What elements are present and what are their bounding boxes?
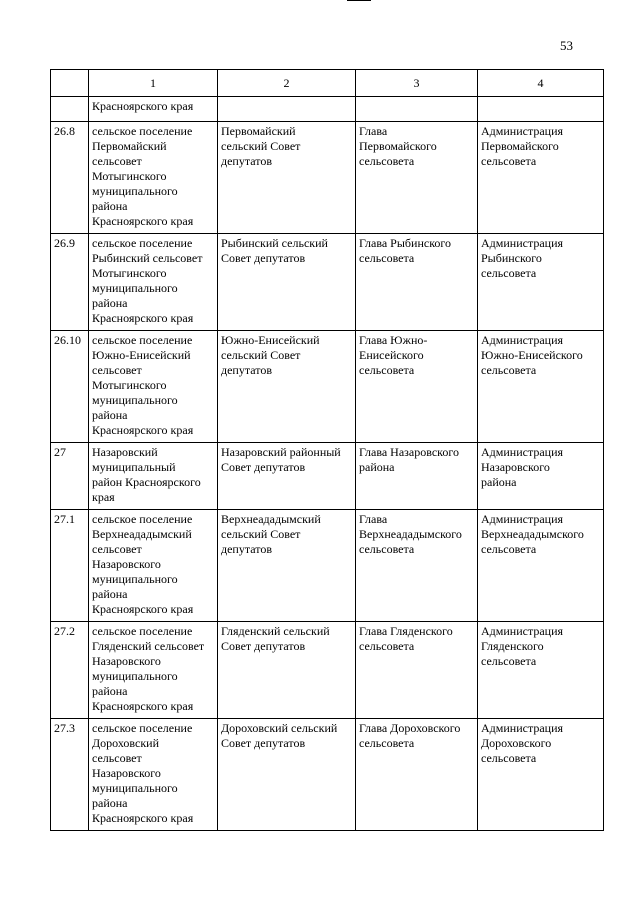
- continuation-row: [51, 97, 604, 122]
- table-row: [51, 719, 604, 831]
- head-cell: Глава Гляденского сельсовета: [356, 622, 478, 719]
- row-number: 27.1: [51, 510, 89, 622]
- table-row: [51, 443, 604, 510]
- settlement-cell: сельское поселение Первомайский сельсовет Мотыгинского муниципального района Красноярского края: [89, 122, 218, 234]
- settlement-cell: сельское поселение Верхнеададымский сельсовет Назаровского муниципального района Красноярского края: [89, 510, 218, 622]
- settlement-cell: сельское поселение Дороховский сельсовет Назаровского муниципального района Красноярского края: [89, 719, 218, 831]
- table-row: [51, 622, 604, 719]
- administration-cell: Администрация Дороховского сельсовета: [478, 719, 604, 831]
- cont-cell-settlement: Красноярского края: [89, 97, 218, 122]
- head-cell: Глава Дороховского сельсовета: [356, 719, 478, 831]
- header-cell-4: 4: [478, 70, 604, 97]
- settlement-cell: Назаровский муниципальный район Красноярского края: [89, 443, 218, 510]
- head-cell: Глава Южно- Енисейского сельсовета: [356, 331, 478, 443]
- row-number: 27: [51, 443, 89, 510]
- table-row: [51, 122, 604, 234]
- administration-cell: Администрация Назаровского района: [478, 443, 604, 510]
- head-cell: Глава Верхнеададымского сельсовета: [356, 510, 478, 622]
- head-cell: Глава Первомайского сельсовета: [356, 122, 478, 234]
- head-cell: Глава Назаровского района: [356, 443, 478, 510]
- header-cell-3: 3: [356, 70, 478, 97]
- row-number: 27.2: [51, 622, 89, 719]
- row-number: 26.8: [51, 122, 89, 234]
- cont-cell-council: [218, 97, 356, 122]
- settlements-table: [50, 69, 604, 831]
- council-cell: Первомайский сельский Совет депутатов: [218, 122, 356, 234]
- head-cell: Глава Рыбинского сельсовета: [356, 234, 478, 331]
- cont-cell-head: [356, 97, 478, 122]
- cont-cell-num: [51, 97, 89, 122]
- settlement-cell: сельское поселение Южно-Енисейский сельсовет Мотыгинского муниципального района Красноярского края: [89, 331, 218, 443]
- table-row: [51, 510, 604, 622]
- council-cell: Южно-Енисейский сельский Совет депутатов: [218, 331, 356, 443]
- settlement-cell: сельское поселение Рыбинский сельсовет Мотыгинского муниципального района Красноярского края: [89, 234, 218, 331]
- settlement-cell: сельское поселение Гляденский сельсовет Назаровского муниципального района Красноярского края: [89, 622, 218, 719]
- table-row: [51, 331, 604, 443]
- cont-cell-administration: [478, 97, 604, 122]
- administration-cell: Администрация Гляденского сельсовета: [478, 622, 604, 719]
- council-cell: Назаровский районный Совет депутатов: [218, 443, 356, 510]
- header-cell-1: 1: [89, 70, 218, 97]
- header-cell-2: 2: [218, 70, 356, 97]
- header-cell-num: [51, 70, 89, 97]
- header-row: [51, 70, 604, 97]
- administration-cell: Администрация Первомайского сельсовета: [478, 122, 604, 234]
- administration-cell: Администрация Рыбинского сельсовета: [478, 234, 604, 331]
- administration-cell: Администрация Верхнеададымского сельсовета: [478, 510, 604, 622]
- council-cell: Рыбинский сельский Совет депутатов: [218, 234, 356, 331]
- page-number: 53: [560, 38, 573, 53]
- council-cell: Дороховский сельский Совет депутатов: [218, 719, 356, 831]
- table-row: [51, 234, 604, 331]
- row-number: 26.9: [51, 234, 89, 331]
- council-cell: Верхнеададымский сельский Совет депутатов: [218, 510, 356, 622]
- top-rule: [347, 0, 371, 1]
- row-number: 26.10: [51, 331, 89, 443]
- council-cell: Гляденский сельский Совет депутатов: [218, 622, 356, 719]
- row-number: 27.3: [51, 719, 89, 831]
- administration-cell: Администрация Южно-Енисейского сельсовета: [478, 331, 604, 443]
